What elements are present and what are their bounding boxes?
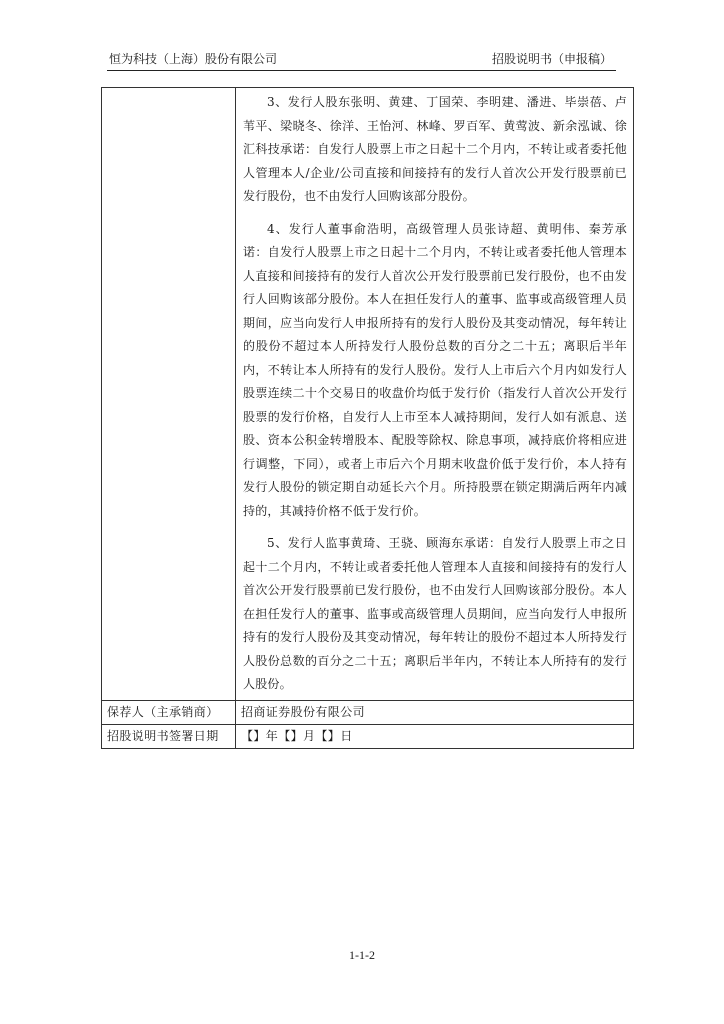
sponsor-value: 招商证券股份有限公司 (236, 700, 634, 724)
signing-date-value: 【】年【】月【】日 (236, 724, 634, 748)
table-row-lockup-commitments (102, 88, 634, 701)
lockup-commitments-cell (236, 88, 634, 701)
commitment-paragraph-3: 3、发行人股东张明、黄建、丁国荣、李明建、潘进、毕崇蓓、卢苇平、梁晓冬、徐洋、王怡河、林峰、罗百军、黄莺波、新余泓诚、徐汇科技承诺：自发行人股票上市之日起十二个月内，不转让或者委托他人管理本人/企业/公司直接和间接持有的发行人首次公开发行股票前已发行股份，也不由发行人回购该部分股份。 (243, 95, 627, 203)
commitment-paragraph-5: 5、发行人监事黄琦、王骁、顾海东承诺：自发行人股票上市之日起十二个月内，不转让或者委托他人管理本人直接和间接持有的发行人首次公开发行股票前已发行股份，也不由发行人回购该部分股份。本人在担任发行人的董事、监事或高级管理人员期间，应当向发行人申报所持有的发行人股份及其变动情况，每年转让的股份不超过本人所持发行人股份总数的百分之二十五；离职后半年内，不转让本人所持有的发行人股份。 (243, 536, 627, 691)
header-divider (107, 70, 616, 71)
sponsor-label: 保荐人（主承销商） (102, 700, 236, 724)
prospectus-info-table (101, 87, 634, 749)
table-row-sponsor (102, 700, 634, 724)
lockup-label-cell (102, 88, 236, 701)
commitment-paragraph-4: 4、发行人董事俞浩明，高级管理人员张诗超、黄明伟、秦芳承诺：自发行人股票上市之日起十二个月内，不转让或者委托他人管理本人直接和间接持有的发行人首次公开发行股票前已发行股份，也不由发行人回购该部分股份。本人在担任发行人的董事、监事或高级管理人员期间，应当向发行人申报所持有的发行人股份及其变动情况，每年转让的股份不超过本人所持发行人股份总数的百分之二十五；离职后半年内，不转让本人所持有的发行人股份。发行人上市后六个月内如发行人股票连续二十个交易日的收盘价均低于发行价（指发行人首次公开发行股票的发行价格，自发行人上市至本人减持期间，发行人如有派息、送股、资本公积金转增股本、配股等除权、除息事项，减持底价将相应进行调整，下同），或者上市后六个月期末收盘价低于发行价，本人持有发行人股份的锁定期自动延长六个月。所持股票在锁定期满后两年内减持的，其减持价格不低于发行价。 (243, 221, 627, 518)
header-company-name: 恒为科技（上海）股份有限公司 (109, 52, 278, 66)
page-header (107, 49, 616, 69)
table-row-signing-date (102, 724, 634, 748)
page-number: 1-1-2 (349, 948, 375, 962)
signing-date-label: 招股说明书签署日期 (102, 724, 236, 748)
header-document-title: 招股说明书（申报稿） (491, 52, 612, 66)
